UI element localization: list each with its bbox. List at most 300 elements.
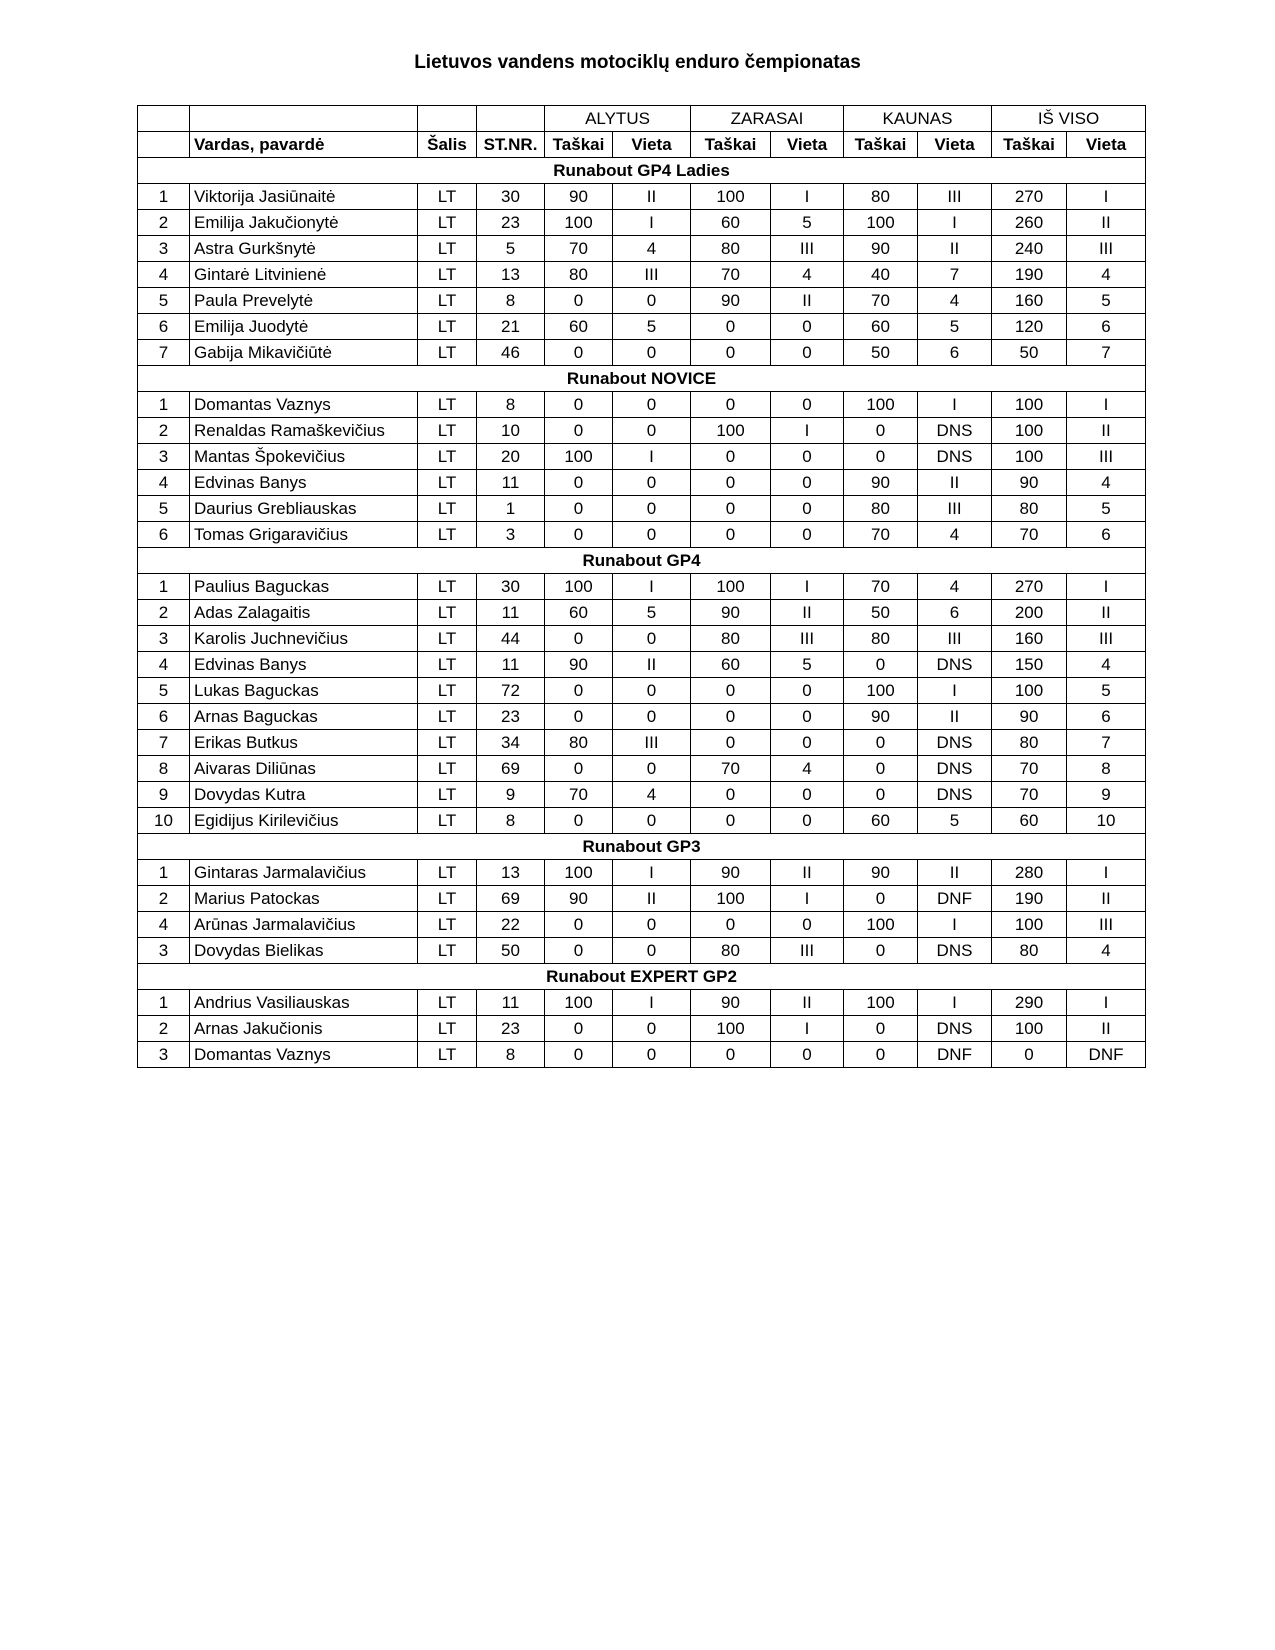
row-kaunas-points: 50 — [844, 340, 918, 366]
row-alytus-place: 0 — [613, 912, 691, 938]
row-alytus-points: 100 — [545, 860, 613, 886]
table-row — [138, 236, 1146, 262]
row-start-no: 8 — [477, 808, 545, 834]
row-zarasai-points: 0 — [691, 678, 771, 704]
row-total-points: 270 — [992, 184, 1067, 210]
row-total-points: 190 — [992, 886, 1067, 912]
row-total-points: 120 — [992, 314, 1067, 340]
row-rank: 5 — [138, 678, 190, 704]
row-country: LT — [418, 1016, 477, 1042]
row-country: LT — [418, 418, 477, 444]
row-name: Renaldas Ramaškevičius — [190, 418, 418, 444]
row-rank: 7 — [138, 340, 190, 366]
row-start-no: 50 — [477, 938, 545, 964]
row-country: LT — [418, 1042, 477, 1068]
row-kaunas-points: 0 — [844, 782, 918, 808]
row-kaunas-points: 90 — [844, 470, 918, 496]
table-row — [138, 990, 1146, 1016]
row-total-place: 5 — [1067, 496, 1146, 522]
row-start-no: 10 — [477, 418, 545, 444]
row-zarasai-place: 0 — [771, 314, 844, 340]
row-zarasai-points: 0 — [691, 704, 771, 730]
row-kaunas-points: 80 — [844, 184, 918, 210]
row-rank: 3 — [138, 1042, 190, 1068]
header-points: Taškai — [691, 132, 771, 158]
row-total-place: II — [1067, 886, 1146, 912]
row-country: LT — [418, 756, 477, 782]
row-rank: 2 — [138, 886, 190, 912]
row-name: Mantas Špokevičius — [190, 444, 418, 470]
row-total-points: 190 — [992, 262, 1067, 288]
row-total-points: 90 — [992, 470, 1067, 496]
row-alytus-points: 90 — [545, 886, 613, 912]
row-alytus-points: 60 — [545, 314, 613, 340]
row-total-place: 5 — [1067, 678, 1146, 704]
row-alytus-place: 0 — [613, 522, 691, 548]
row-zarasai-points: 70 — [691, 756, 771, 782]
row-alytus-place: II — [613, 652, 691, 678]
row-alytus-place: I — [613, 574, 691, 600]
row-name: Arūnas Jarmalavičius — [190, 912, 418, 938]
row-total-points: 280 — [992, 860, 1067, 886]
row-kaunas-points: 0 — [844, 1016, 918, 1042]
row-start-no: 1 — [477, 496, 545, 522]
row-rank: 4 — [138, 470, 190, 496]
row-start-no: 5 — [477, 236, 545, 262]
row-zarasai-points: 0 — [691, 392, 771, 418]
row-total-points: 160 — [992, 288, 1067, 314]
row-zarasai-points: 0 — [691, 522, 771, 548]
row-zarasai-points: 60 — [691, 210, 771, 236]
stage-header-kaunas: KAUNAS — [844, 106, 992, 132]
row-total-points: 100 — [992, 392, 1067, 418]
row-alytus-points: 0 — [545, 626, 613, 652]
row-alytus-place: 0 — [613, 756, 691, 782]
header-place: Vieta — [771, 132, 844, 158]
row-alytus-place: 0 — [613, 678, 691, 704]
row-zarasai-place: III — [771, 626, 844, 652]
row-zarasai-points: 0 — [691, 496, 771, 522]
row-zarasai-points: 0 — [691, 340, 771, 366]
row-alytus-points: 0 — [545, 340, 613, 366]
row-start-no: 8 — [477, 392, 545, 418]
row-zarasai-points: 70 — [691, 262, 771, 288]
row-kaunas-points: 100 — [844, 392, 918, 418]
row-total-points: 160 — [992, 626, 1067, 652]
row-start-no: 8 — [477, 1042, 545, 1068]
row-rank: 6 — [138, 314, 190, 340]
row-zarasai-place: 0 — [771, 340, 844, 366]
row-name: Astra Gurkšnytė — [190, 236, 418, 262]
table-row — [138, 210, 1146, 236]
row-total-points: 90 — [992, 704, 1067, 730]
row-start-no: 72 — [477, 678, 545, 704]
row-kaunas-place: DNS — [918, 418, 992, 444]
row-alytus-points: 0 — [545, 470, 613, 496]
row-zarasai-points: 90 — [691, 860, 771, 886]
table-row — [138, 912, 1146, 938]
row-name: Dovydas Bielikas — [190, 938, 418, 964]
row-name: Arnas Baguckas — [190, 704, 418, 730]
row-zarasai-place: II — [771, 600, 844, 626]
row-zarasai-place: 0 — [771, 496, 844, 522]
row-total-place: III — [1067, 444, 1146, 470]
row-name: Edvinas Banys — [190, 652, 418, 678]
row-total-points: 100 — [992, 1016, 1067, 1042]
row-zarasai-place: 0 — [771, 678, 844, 704]
table-row — [138, 496, 1146, 522]
row-rank: 1 — [138, 860, 190, 886]
row-zarasai-place: I — [771, 184, 844, 210]
table-row — [138, 1016, 1146, 1042]
row-zarasai-points: 100 — [691, 184, 771, 210]
row-rank: 3 — [138, 236, 190, 262]
row-total-place: 8 — [1067, 756, 1146, 782]
row-start-no: 69 — [477, 756, 545, 782]
row-start-no: 20 — [477, 444, 545, 470]
row-total-points: 0 — [992, 1042, 1067, 1068]
row-alytus-place: 4 — [613, 782, 691, 808]
header-country: Šalis — [418, 132, 477, 158]
header-name: Vardas, pavardė — [190, 132, 418, 158]
row-total-place: 4 — [1067, 262, 1146, 288]
row-total-points: 70 — [992, 782, 1067, 808]
row-country: LT — [418, 782, 477, 808]
table-row — [138, 886, 1146, 912]
row-rank: 3 — [138, 444, 190, 470]
table-row — [138, 860, 1146, 886]
row-total-place: 7 — [1067, 340, 1146, 366]
row-name: Paulius Baguckas — [190, 574, 418, 600]
row-start-no: 13 — [477, 262, 545, 288]
row-start-no: 11 — [477, 470, 545, 496]
row-alytus-place: II — [613, 184, 691, 210]
row-total-place: 10 — [1067, 808, 1146, 834]
row-alytus-place: III — [613, 730, 691, 756]
row-alytus-place: 0 — [613, 340, 691, 366]
row-kaunas-points: 0 — [844, 730, 918, 756]
row-kaunas-place: DNS — [918, 782, 992, 808]
row-zarasai-place: II — [771, 990, 844, 1016]
row-kaunas-points: 80 — [844, 496, 918, 522]
row-name: Marius Patockas — [190, 886, 418, 912]
section-row — [138, 158, 1146, 184]
row-country: LT — [418, 236, 477, 262]
results-table — [137, 105, 1146, 1068]
row-total-place: 6 — [1067, 704, 1146, 730]
row-total-place: I — [1067, 184, 1146, 210]
row-zarasai-points: 80 — [691, 938, 771, 964]
row-name: Egidijus Kirilevičius — [190, 808, 418, 834]
row-alytus-place: 0 — [613, 470, 691, 496]
row-alytus-place: 0 — [613, 288, 691, 314]
row-name: Dovydas Kutra — [190, 782, 418, 808]
section-title: Runabout EXPERT GP2 — [138, 964, 1146, 990]
row-name: Karolis Juchnevičius — [190, 626, 418, 652]
row-alytus-points: 0 — [545, 704, 613, 730]
table-row — [138, 756, 1146, 782]
row-total-place: 4 — [1067, 652, 1146, 678]
row-start-no: 23 — [477, 1016, 545, 1042]
row-name: Gabija Mikavičiūtė — [190, 340, 418, 366]
header-start-no: ST.NR. — [477, 132, 545, 158]
row-zarasai-place: I — [771, 1016, 844, 1042]
row-name: Andrius Vasiliauskas — [190, 990, 418, 1016]
row-rank: 6 — [138, 704, 190, 730]
header-row-columns — [138, 132, 1146, 158]
row-name: Tomas Grigaravičius — [190, 522, 418, 548]
row-rank: 3 — [138, 938, 190, 964]
row-start-no: 11 — [477, 990, 545, 1016]
table-row — [138, 392, 1146, 418]
row-zarasai-place: 0 — [771, 1042, 844, 1068]
row-total-place: III — [1067, 236, 1146, 262]
row-kaunas-points: 60 — [844, 808, 918, 834]
header-empty-cell — [418, 106, 477, 132]
row-country: LT — [418, 886, 477, 912]
row-zarasai-points: 0 — [691, 314, 771, 340]
table-row — [138, 470, 1146, 496]
row-kaunas-points: 90 — [844, 236, 918, 262]
row-total-place: 4 — [1067, 938, 1146, 964]
row-name: Emilija Jakučionytė — [190, 210, 418, 236]
section-row — [138, 366, 1146, 392]
row-alytus-points: 0 — [545, 756, 613, 782]
row-total-place: 9 — [1067, 782, 1146, 808]
row-zarasai-points: 100 — [691, 1016, 771, 1042]
row-total-place: III — [1067, 626, 1146, 652]
row-kaunas-points: 70 — [844, 574, 918, 600]
row-alytus-place: 0 — [613, 626, 691, 652]
row-zarasai-place: 0 — [771, 730, 844, 756]
row-zarasai-place: I — [771, 574, 844, 600]
row-country: LT — [418, 990, 477, 1016]
row-total-points: 290 — [992, 990, 1067, 1016]
row-rank: 1 — [138, 574, 190, 600]
row-total-place: II — [1067, 418, 1146, 444]
section-title: Runabout GP4 Ladies — [138, 158, 1146, 184]
row-alytus-points: 100 — [545, 444, 613, 470]
row-total-place: II — [1067, 210, 1146, 236]
table-row — [138, 782, 1146, 808]
table-row — [138, 938, 1146, 964]
row-rank: 4 — [138, 262, 190, 288]
row-alytus-points: 100 — [545, 990, 613, 1016]
row-zarasai-place: 0 — [771, 808, 844, 834]
row-kaunas-place: II — [918, 236, 992, 262]
row-zarasai-points: 0 — [691, 782, 771, 808]
row-zarasai-place: 0 — [771, 392, 844, 418]
header-empty-cell — [138, 106, 190, 132]
row-start-no: 44 — [477, 626, 545, 652]
section-row — [138, 964, 1146, 990]
row-zarasai-place: 0 — [771, 470, 844, 496]
row-kaunas-place: II — [918, 860, 992, 886]
row-rank: 1 — [138, 184, 190, 210]
row-total-points: 100 — [992, 678, 1067, 704]
row-country: LT — [418, 912, 477, 938]
row-country: LT — [418, 288, 477, 314]
row-total-points: 80 — [992, 496, 1067, 522]
row-alytus-points: 80 — [545, 730, 613, 756]
row-total-place: I — [1067, 990, 1146, 1016]
row-zarasai-points: 0 — [691, 1042, 771, 1068]
row-kaunas-place: I — [918, 678, 992, 704]
row-zarasai-points: 100 — [691, 574, 771, 600]
table-row — [138, 262, 1146, 288]
row-rank: 10 — [138, 808, 190, 834]
row-rank: 5 — [138, 496, 190, 522]
row-rank: 2 — [138, 418, 190, 444]
row-total-points: 240 — [992, 236, 1067, 262]
row-country: LT — [418, 470, 477, 496]
row-alytus-points: 0 — [545, 808, 613, 834]
row-kaunas-points: 0 — [844, 1042, 918, 1068]
row-alytus-place: 0 — [613, 808, 691, 834]
row-total-place: 4 — [1067, 470, 1146, 496]
row-kaunas-place: III — [918, 496, 992, 522]
row-country: LT — [418, 392, 477, 418]
table-row — [138, 340, 1146, 366]
row-name: Emilija Juodytė — [190, 314, 418, 340]
row-name: Gintaras Jarmalavičius — [190, 860, 418, 886]
row-alytus-points: 60 — [545, 600, 613, 626]
row-zarasai-place: I — [771, 886, 844, 912]
row-zarasai-place: 4 — [771, 756, 844, 782]
stage-header-total: IŠ VISO — [992, 106, 1146, 132]
row-alytus-place: I — [613, 860, 691, 886]
table-row — [138, 574, 1146, 600]
row-kaunas-place: DNS — [918, 444, 992, 470]
header-row-stages — [138, 106, 1146, 132]
row-zarasai-points: 80 — [691, 626, 771, 652]
row-name: Paula Prevelytė — [190, 288, 418, 314]
row-country: LT — [418, 808, 477, 834]
row-rank: 6 — [138, 522, 190, 548]
row-alytus-points: 0 — [545, 496, 613, 522]
row-zarasai-points: 100 — [691, 886, 771, 912]
header-place: Vieta — [918, 132, 992, 158]
row-name: Aivaras Diliūnas — [190, 756, 418, 782]
row-start-no: 23 — [477, 704, 545, 730]
row-rank: 4 — [138, 912, 190, 938]
row-name: Lukas Baguckas — [190, 678, 418, 704]
row-kaunas-place: 7 — [918, 262, 992, 288]
row-country: LT — [418, 678, 477, 704]
table-row — [138, 626, 1146, 652]
row-total-points: 150 — [992, 652, 1067, 678]
row-zarasai-points: 0 — [691, 470, 771, 496]
row-total-points: 80 — [992, 730, 1067, 756]
row-rank: 2 — [138, 600, 190, 626]
row-total-points: 100 — [992, 912, 1067, 938]
row-kaunas-place: II — [918, 470, 992, 496]
row-country: LT — [418, 938, 477, 964]
row-alytus-points: 0 — [545, 418, 613, 444]
row-zarasai-place: 0 — [771, 782, 844, 808]
row-zarasai-place: 4 — [771, 262, 844, 288]
row-start-no: 3 — [477, 522, 545, 548]
row-kaunas-place: I — [918, 912, 992, 938]
row-kaunas-place: DNF — [918, 1042, 992, 1068]
row-rank: 1 — [138, 392, 190, 418]
row-alytus-place: III — [613, 262, 691, 288]
row-total-place: 7 — [1067, 730, 1146, 756]
row-start-no: 46 — [477, 340, 545, 366]
row-alytus-points: 0 — [545, 288, 613, 314]
row-kaunas-points: 0 — [844, 418, 918, 444]
row-kaunas-place: 4 — [918, 574, 992, 600]
row-alytus-place: 0 — [613, 1016, 691, 1042]
row-country: LT — [418, 626, 477, 652]
row-kaunas-points: 100 — [844, 210, 918, 236]
row-zarasai-points: 0 — [691, 730, 771, 756]
row-total-points: 200 — [992, 600, 1067, 626]
row-alytus-points: 80 — [545, 262, 613, 288]
row-alytus-place: II — [613, 886, 691, 912]
row-kaunas-points: 90 — [844, 704, 918, 730]
row-kaunas-place: 5 — [918, 314, 992, 340]
row-alytus-points: 0 — [545, 1042, 613, 1068]
stage-header-zarasai: ZARASAI — [691, 106, 844, 132]
header-empty-cell — [190, 106, 418, 132]
row-country: LT — [418, 704, 477, 730]
row-kaunas-points: 80 — [844, 626, 918, 652]
row-country: LT — [418, 210, 477, 236]
row-total-points: 100 — [992, 444, 1067, 470]
row-zarasai-points: 90 — [691, 288, 771, 314]
row-country: LT — [418, 652, 477, 678]
row-kaunas-place: 4 — [918, 522, 992, 548]
row-kaunas-points: 100 — [844, 912, 918, 938]
row-country: LT — [418, 184, 477, 210]
row-start-no: 30 — [477, 574, 545, 600]
row-rank: 3 — [138, 626, 190, 652]
row-rank: 4 — [138, 652, 190, 678]
row-alytus-points: 0 — [545, 938, 613, 964]
row-alytus-points: 90 — [545, 652, 613, 678]
row-zarasai-place: 0 — [771, 522, 844, 548]
row-zarasai-place: II — [771, 860, 844, 886]
row-rank: 7 — [138, 730, 190, 756]
table-row — [138, 808, 1146, 834]
row-zarasai-place: 0 — [771, 912, 844, 938]
row-country: LT — [418, 730, 477, 756]
row-name: Domantas Vaznys — [190, 392, 418, 418]
row-rank: 5 — [138, 288, 190, 314]
row-total-place: II — [1067, 600, 1146, 626]
row-zarasai-points: 90 — [691, 990, 771, 1016]
row-alytus-place: 4 — [613, 236, 691, 262]
header-points: Taškai — [992, 132, 1067, 158]
row-alytus-place: I — [613, 990, 691, 1016]
row-kaunas-points: 100 — [844, 678, 918, 704]
row-name: Domantas Vaznys — [190, 1042, 418, 1068]
row-zarasai-points: 0 — [691, 444, 771, 470]
row-zarasai-points: 100 — [691, 418, 771, 444]
table-row — [138, 704, 1146, 730]
row-kaunas-place: I — [918, 210, 992, 236]
row-total-place: I — [1067, 860, 1146, 886]
row-zarasai-place: 5 — [771, 652, 844, 678]
row-zarasai-place: III — [771, 938, 844, 964]
row-zarasai-points: 60 — [691, 652, 771, 678]
table-row — [138, 288, 1146, 314]
row-total-place: I — [1067, 392, 1146, 418]
header-empty-cell — [138, 132, 190, 158]
row-start-no: 34 — [477, 730, 545, 756]
row-alytus-place: 0 — [613, 496, 691, 522]
